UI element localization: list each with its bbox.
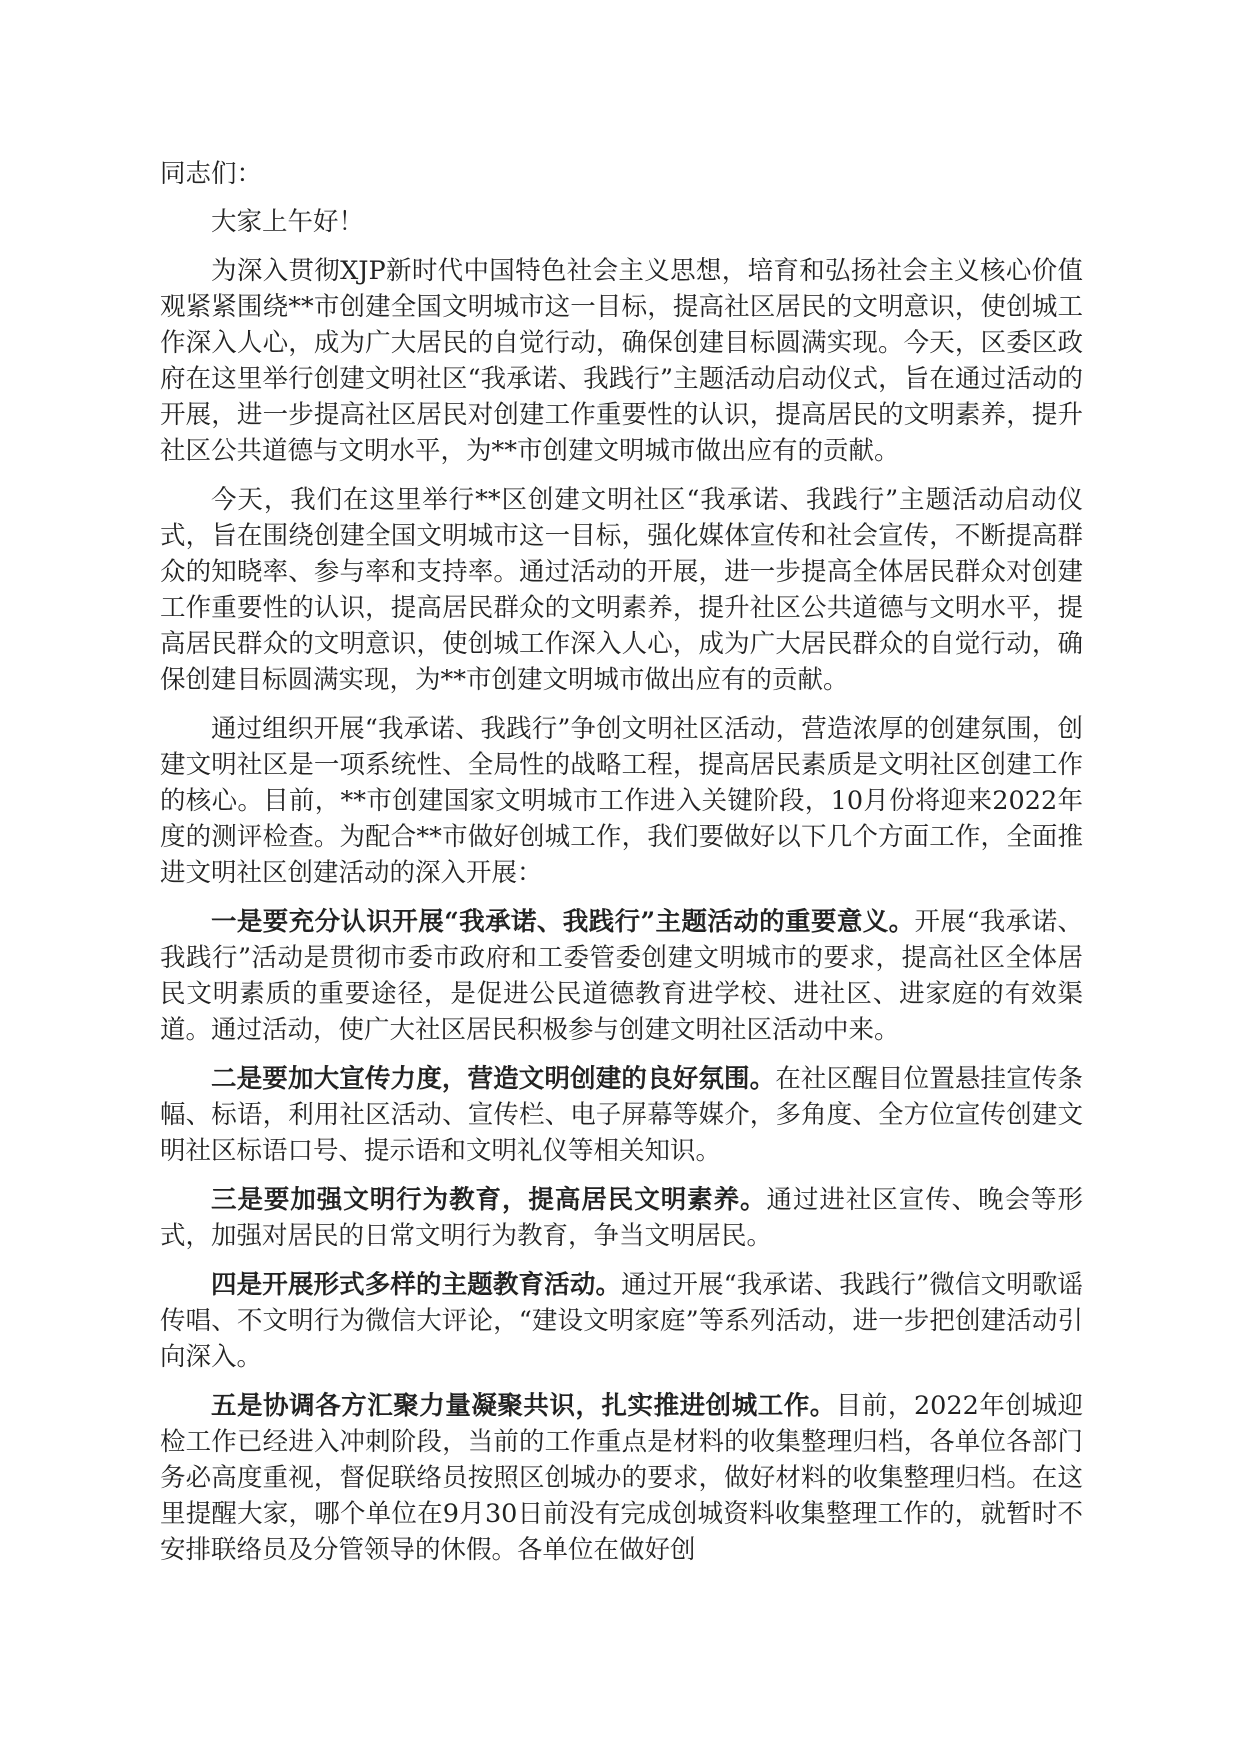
point-4-body: 通过开展“我承诺、我践行”微信文明歌谣传唱、不文明行为微信大评论，“建设文明家庭”等系列活动，进一步把创建活动引向深入。	[160, 1270, 1083, 1372]
point-5-heading: 五是协调各方汇聚力量凝聚共识，扎实推进创城工作。	[211, 1391, 836, 1421]
point-2-heading: 二是要加大宣传力度，营造文明创建的良好氛围。	[211, 1064, 776, 1094]
point-1-heading: 一是要充分认识开展“我承诺、我践行”主题活动的重要意义。	[211, 907, 915, 937]
point-4	[160, 1267, 1083, 1375]
point-3	[160, 1182, 1083, 1254]
paragraph-intro: 为深入贯彻XJP新时代中国特色社会主义思想，培育和弘扬社会主义核心价值观紧紧围绕**市创建全国文明城市这一目标，提高社区居民的文明意识，使创城工作深入人心，成为广大居民的自觉行动，确保创建目标圆满实现。今天，区委区政府在这里举行创建文明社区“我承诺、我践行”主题活动启动仪式，旨在通过活动的开展，进一步提高社区居民对创建工作重要性的认识，提高居民的文明素养，提升社区公共道德与文明水平，为**市创建文明城市做出应有的贡献。	[160, 256, 1083, 466]
point-5	[160, 1388, 1083, 1568]
point-1	[160, 904, 1083, 1048]
greeting: 大家上午好！	[211, 207, 365, 237]
paragraph-context: 通过组织开展“我承诺、我践行”争创文明社区活动，营造浓厚的创建氛围，创建文明社区是一项系统性、全局性的战略工程，提高居民素质是文明社区创建工作的核心。目前，**市创建国家文明城市工作进入关键阶段，10月份将迎来2022年度的测评检查。为配合**市做好创城工作，我们要做好以下几个方面工作，全面推进文明社区创建活动的深入开展：	[160, 714, 1083, 888]
point-1-body: 开展“我承诺、我践行”活动是贯彻市委市政府和工委管委创建文明城市的要求，提高社区全体居民文明素质的重要途径，是促进公民道德教育进学校、进社区、进家庭的有效渠道。通过活动，使广大社区居民积极参与创建文明社区活动中来。	[160, 907, 1083, 1045]
paragraph-ceremony: 今天，我们在这里举行**区创建文明社区“我承诺、我践行”主题活动启动仪式，旨在围绕创建全国文明城市这一目标，强化媒体宣传和社会宣传，不断提高群众的知晓率、参与率和支持率。通过活动的开展，进一步提高全体居民群众对创建工作重要性的认识，提高居民群众的文明素养，提升社区公共道德与文明水平，提高居民群众的文明意识，使创城工作深入人心，成为广大居民群众的自觉行动，确保创建目标圆满实现，为**市创建文明城市做出应有的贡献。	[160, 485, 1083, 695]
point-5-body: 目前，2022年创城迎检工作已经进入冲刺阶段，当前的工作重点是材料的收集整理归档，各单位各部门务必高度重视，督促联络员按照区创城办的要求，做好材料的收集整理归档。在这里提醒大家，哪个单位在9月30日前没有完成创城资料收集整理工作的，就暂时不安排联络员及分管领导的休假。各单位在做好创	[160, 1391, 1083, 1565]
point-2-body: 在社区醒目位置悬挂宣传条幅、标语，利用社区活动、宣传栏、电子屏幕等媒介，多角度、全方位宣传创建文明社区标语口号、提示语和文明礼仪等相关知识。	[160, 1064, 1083, 1166]
point-4-heading: 四是开展形式多样的主题教育活动。	[211, 1270, 622, 1300]
document-page	[160, 156, 1083, 1581]
point-2	[160, 1061, 1083, 1169]
point-3-heading: 三是要加强文明行为教育，提高居民文明素养。	[211, 1185, 767, 1215]
salutation: 同志们：	[160, 159, 263, 189]
point-3-body: 通过进社区宣传、晚会等形式，加强对居民的日常文明行为教育，争当文明居民。	[160, 1185, 1083, 1251]
